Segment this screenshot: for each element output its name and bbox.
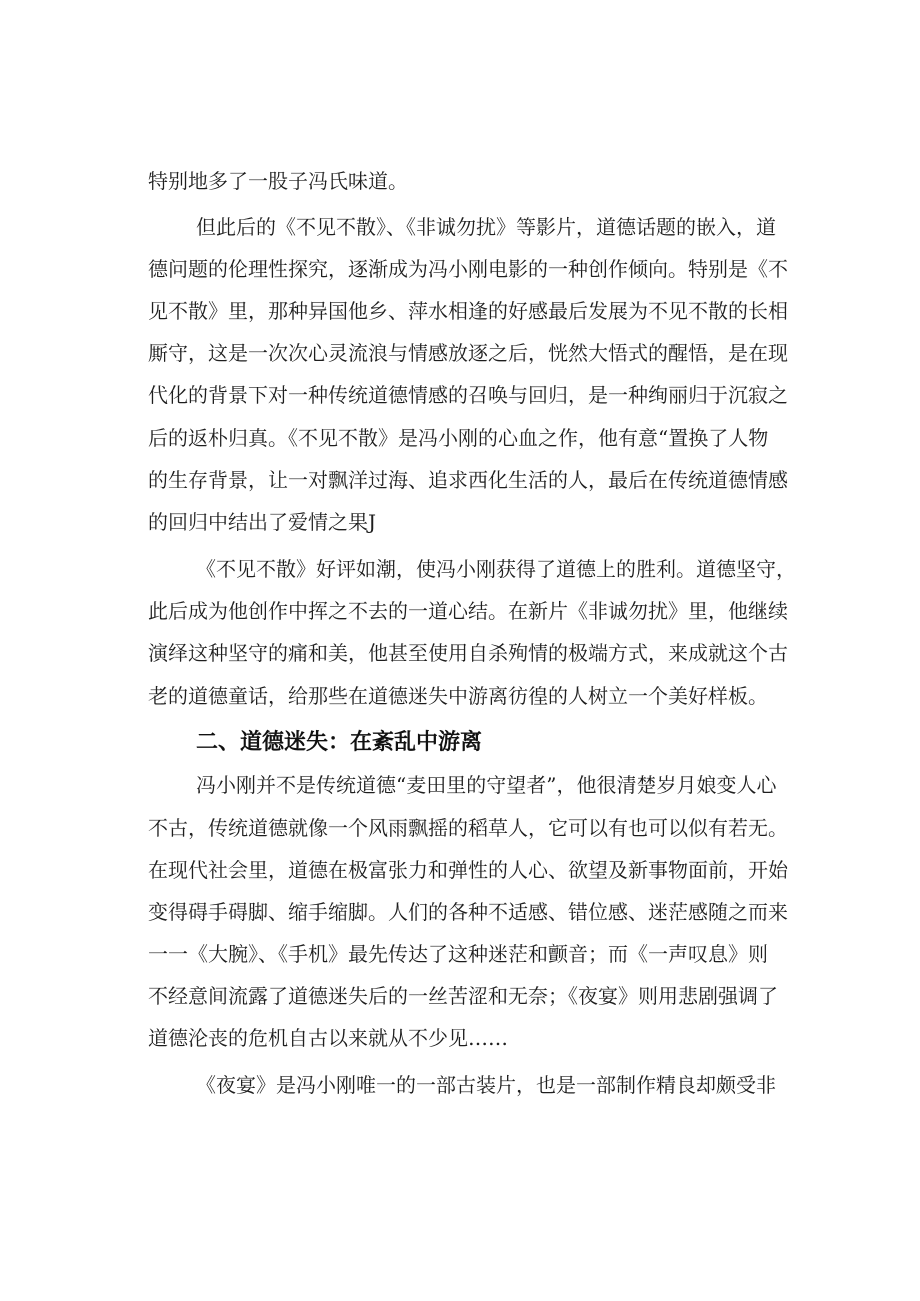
text-line-19: 不经意间流露了道德迷失后的一丝苦涩和无奈；《夜宴》则用悲剧强调了: [148, 984, 778, 1008]
text-line-12: 演绎这种坚守的痛和美，他甚至使用自杀殉情的极端方式，来成就这个古: [148, 641, 788, 665]
text-line-5: 厮守，这是一次次心灵流浪与情感放逐之后，恍然大悟式的醒悟，是在现: [148, 341, 788, 365]
text-line-13: 老的道德童话，给那些在道德迷失中游离彷徨的人树立一个美好样板。: [148, 684, 768, 708]
text-line-3: 德问题的伦理性探究，逐渐成为冯小刚电影的一种创作倾向。特别是《不: [148, 257, 788, 281]
text-line-18: 一一《大腕》、《手机》最先传达了这种迷茫和颤音；而《一声叹息》则: [148, 942, 768, 966]
text-line-2: 但此后的《不见不散》、《非诚勿扰》等影片，道德话题的嵌入，道: [196, 215, 776, 239]
text-line-1: 特别地多了一股子冯氏味道。: [148, 169, 408, 193]
text-line-11: 此后成为他创作中挥之不去的一道心结。在新片《非诚勿扰》里，他继续: [148, 599, 788, 623]
text-line-20: 道德沦丧的危机自古以来就从不少见……: [148, 1026, 508, 1050]
text-line-10: 《不见不散》好评如潮，使冯小刚获得了道德上的胜利。道德坚守，: [196, 557, 796, 581]
text-line-9: 的回归中结出了爱情之果J: [148, 510, 377, 534]
text-line-8: 的生存背景，让一对飘洋过海、追求西化生活的人，最后在传统道德情感: [148, 468, 788, 492]
text-line-4: 见不散》里，那种异国他乡、萍水相逢的好感最后发展为不见不散的长相: [148, 299, 788, 323]
text-line-15: 不古，传统道德就像一个风雨飘摇的稻草人，它可以有也可以似有若无。: [148, 816, 788, 840]
text-line-21: 《夜宴》是冯小刚唯一的一部古装片，也是一部制作精良却颇受非: [196, 1073, 776, 1097]
text-line-6: 代化的背景下对一种传统道德情感的召唤与回归，是一种绚丽归于沉寂之: [148, 383, 788, 407]
text-line-16: 在现代社会里，道德在极富张力和弹性的人心、欲望及新事物面前，开始: [148, 858, 788, 882]
section-heading: 二、道德迷失：在紊乱中游离: [196, 730, 483, 755]
text-line-7: 后的返朴归真。《不见不散》是冯小刚的心血之作，他有意“置换了人物: [148, 426, 769, 450]
text-line-14: 冯小刚并不是传统道德“麦田里的守望者”，他很清楚岁月娘变人心: [196, 773, 777, 797]
text-line-17: 变得碍手碍脚、缩手缩脚。人们的各种不适感、错位感、迷茫感随之而来: [148, 900, 788, 924]
